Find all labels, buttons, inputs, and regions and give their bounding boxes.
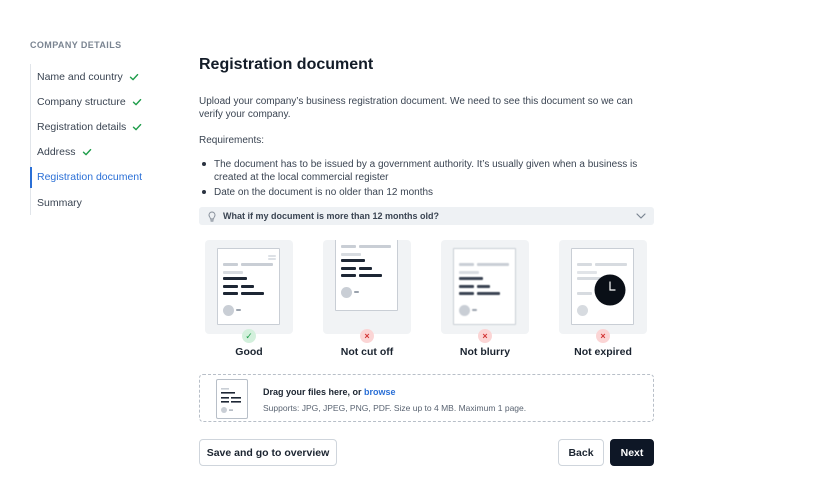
example-not-expired bbox=[559, 240, 649, 358]
browse-link[interactable]: browse bbox=[364, 387, 396, 397]
document-examples bbox=[205, 240, 650, 360]
clock-icon bbox=[594, 274, 626, 306]
back-button[interactable]: Back bbox=[558, 439, 604, 466]
upload-title bbox=[263, 387, 396, 397]
sidebar-item-label: Registration details bbox=[37, 120, 127, 133]
example-label: Not expired bbox=[574, 346, 632, 358]
lightbulb-icon bbox=[207, 211, 217, 222]
upload-constraints: Supports: JPG, JPEG, PNG, PDF. Size up to 4 MB. Maximum 1 page. bbox=[263, 403, 527, 413]
upload-instruction: Drag your files here, or bbox=[263, 387, 365, 397]
requirement-item: Date on the document is no older than 12 months bbox=[199, 186, 649, 199]
faq-accordion[interactable] bbox=[199, 207, 654, 225]
example-card bbox=[323, 240, 411, 334]
document-illustration bbox=[335, 240, 398, 311]
save-and-overview-button[interactable]: Save and go to overview bbox=[199, 439, 337, 466]
sidebar-item-address[interactable] bbox=[31, 140, 180, 165]
sidebar-item-company-structure[interactable] bbox=[31, 89, 180, 114]
rejected-badge-icon: × bbox=[360, 329, 374, 343]
sidebar-heading: COMPANY DETAILS bbox=[30, 40, 122, 50]
example-not-blurry bbox=[441, 240, 531, 358]
example-card bbox=[559, 240, 647, 334]
example-not-cut-off bbox=[323, 240, 413, 358]
sidebar-item-registration-details[interactable] bbox=[31, 114, 180, 139]
check-icon bbox=[129, 72, 139, 82]
requirement-item: The document has to be issued by a government authority. It’s usually given when a business is created at the local commercial register bbox=[199, 158, 649, 184]
next-button[interactable]: Next bbox=[610, 439, 654, 466]
document-illustration bbox=[217, 248, 280, 325]
example-label: Not blurry bbox=[459, 346, 511, 358]
approved-badge-icon: ✓ bbox=[242, 329, 256, 343]
intro-text: Upload your company’s business registration document. We need to see this document so we can verify your company. bbox=[199, 96, 633, 120]
sidebar-item-label: Registration document bbox=[37, 171, 143, 184]
example-label: Good bbox=[235, 346, 263, 358]
check-icon bbox=[82, 147, 92, 157]
sidebar-item-label: Company structure bbox=[37, 95, 126, 108]
document-illustration bbox=[453, 248, 516, 325]
document-icon bbox=[216, 379, 248, 419]
chevron-down-icon bbox=[636, 213, 646, 219]
faq-question: What if my document is more than 12 months old? bbox=[223, 211, 440, 221]
file-dropzone[interactable] bbox=[199, 374, 654, 422]
example-good bbox=[205, 240, 295, 358]
requirements-list bbox=[199, 158, 649, 201]
sidebar bbox=[30, 40, 180, 215]
rejected-badge-icon: × bbox=[478, 329, 492, 343]
check-icon bbox=[132, 97, 142, 107]
example-card bbox=[205, 240, 293, 334]
sidebar-item-label: Summary bbox=[37, 196, 82, 209]
sidebar-item-label: Name and country bbox=[37, 70, 123, 83]
sidebar-item-registration-document[interactable] bbox=[31, 165, 180, 190]
example-label: Not cut off bbox=[340, 346, 394, 358]
sidebar-item-label: Address bbox=[37, 146, 76, 159]
sidebar-item-name-and-country[interactable] bbox=[31, 64, 180, 89]
step-list bbox=[30, 64, 180, 215]
sidebar-item-summary[interactable] bbox=[31, 190, 180, 215]
rejected-badge-icon: × bbox=[596, 329, 610, 343]
requirements-label: Requirements: bbox=[199, 135, 265, 146]
example-card bbox=[441, 240, 529, 334]
page-title: Registration document bbox=[199, 56, 374, 73]
check-icon bbox=[132, 122, 142, 132]
